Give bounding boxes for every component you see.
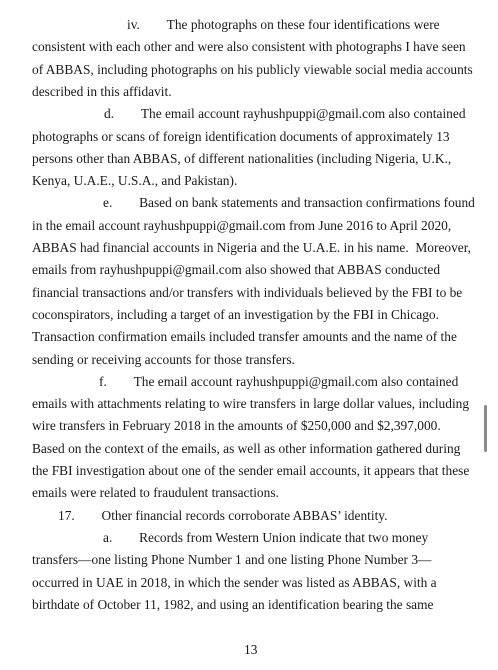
- paragraph-line: a. Records from Western Union indicate that two money: [103, 530, 429, 545]
- paragraph-line: of ABBAS, including photographs on his publicly viewable social media accounts: [32, 62, 473, 77]
- paragraph-line: photographs or scans of foreign identification documents of approximately 13: [32, 129, 450, 144]
- paragraph-line: emails from rayhushpuppi@gmail.com also showed that ABBAS conducted: [32, 262, 441, 277]
- paragraph-line: e. Based on bank statements and transaction confirmations found: [103, 195, 475, 210]
- paragraph-line: emails were related to fraudulent transactions.: [32, 485, 279, 500]
- paragraph-line: Based on the context of the emails, as well as other information gathered during: [32, 441, 461, 456]
- paragraph-line: Transaction confirmation emails included transfer amounts and the name of the: [32, 329, 457, 344]
- paragraph-line: coconspirators, including a target of an investigation by the FBI in Chicago.: [32, 307, 439, 322]
- paragraph-line: financial transactions and/or transfers with individuals believed by the FBI to be: [32, 285, 463, 300]
- paragraph-line: emails with attachments relating to wire transfers in large dollar values, including: [32, 396, 470, 411]
- paragraph-line: persons other than ABBAS, of different nationalities (including Nigeria, U.K.,: [32, 151, 452, 166]
- paragraph-line: Kenya, U.A.E., U.S.A., and Pakistan).: [32, 173, 238, 188]
- paragraph-line: described in this affidavit.: [32, 84, 172, 99]
- paragraph-line: iv. The photographs on these four identifications were: [127, 17, 440, 32]
- paragraph-line: the FBI investigation about one of the sender email accounts, it appears that these: [32, 463, 470, 478]
- paragraph-line: in the email account rayhushpuppi@gmail.com from June 2016 to April 2020,: [32, 218, 452, 233]
- page-number: 13: [244, 642, 258, 657]
- paragraph-line: occurred in UAE in 2018, in which the sender was listed as ABBAS, with a: [32, 575, 437, 590]
- paragraph-line: ABBAS had financial accounts in Nigeria and the U.A.E. in his name. Moreover,: [32, 240, 472, 255]
- paragraph-line: transfers—one listing Phone Number 1 and one listing Phone Number 3—: [32, 552, 432, 567]
- paragraph-line: birthdate of October 11, 1982, and using an identification bearing the same: [32, 597, 434, 612]
- paragraph-line: 17. Other financial records corroborate ABBAS’ identity.: [58, 508, 388, 523]
- paragraph-line: d. The email account rayhushpuppi@gmail.com also contained: [104, 106, 466, 121]
- paragraph-line: sending or receiving accounts for those transfers.: [32, 352, 295, 367]
- paragraph-line: f. The email account rayhushpuppi@gmail.com also contained: [99, 374, 459, 389]
- paragraph-line: consistent with each other and were also consistent with photographs I have seen: [32, 39, 466, 54]
- scrollbar-thumb[interactable]: [484, 405, 487, 452]
- paragraph-line: wire transfers in February 2018 in the amounts of $250,000 and $2,397,000.: [32, 418, 441, 433]
